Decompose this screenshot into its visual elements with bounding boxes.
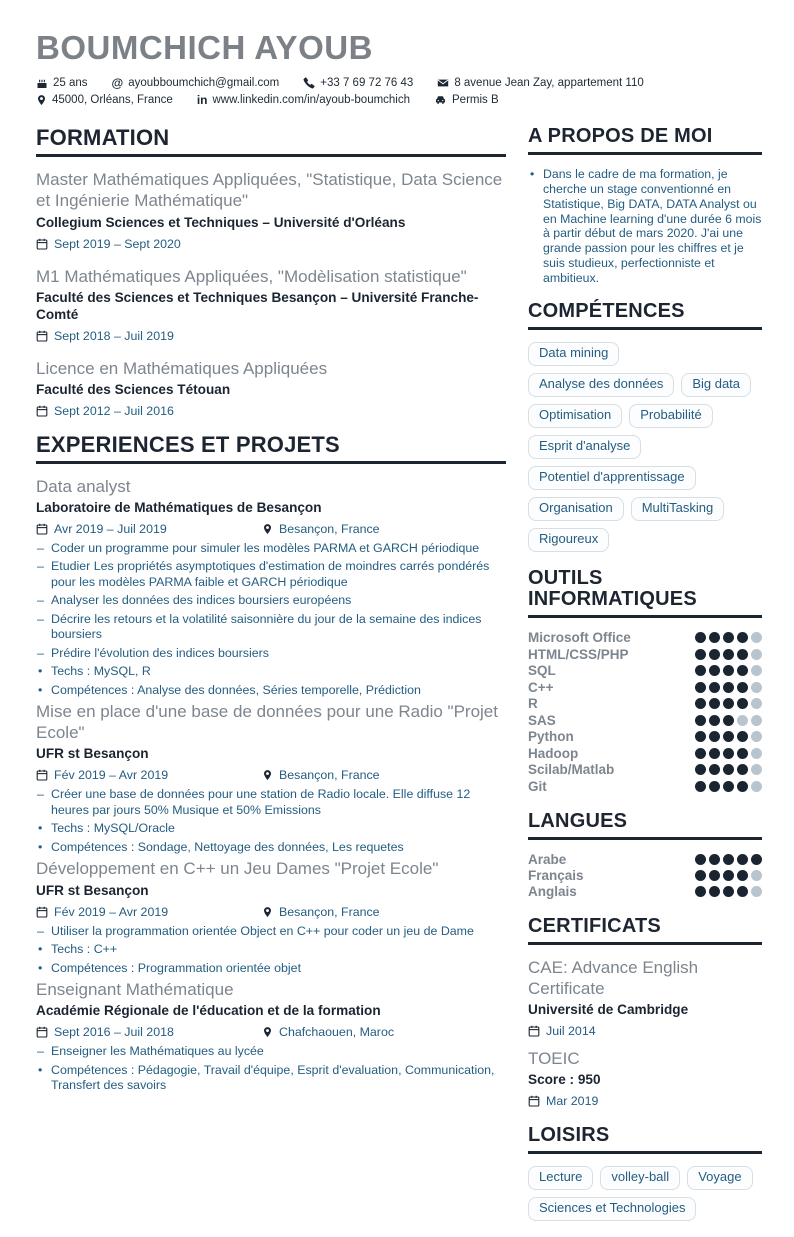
date-text: Sept 2012 – Juil 2016 [54, 403, 174, 418]
rating-dot-filled [737, 781, 748, 792]
rating-dots [695, 731, 762, 742]
organization-name: UFR st Besançon [36, 882, 149, 898]
skill-badge: Probabilité [629, 404, 712, 428]
tool-row [528, 778, 762, 795]
section-certificats [528, 916, 762, 1109]
date-text: Fév 2019 – Avr 2019 [54, 768, 169, 783]
rating-dot-filled [723, 748, 734, 759]
email-item [112, 77, 280, 89]
rating-dot-filled [709, 748, 720, 759]
bullet-list [36, 787, 506, 855]
date-text: Sept 2018 – Juil 2019 [54, 328, 174, 343]
contact-info [36, 77, 762, 106]
rating-dots [695, 715, 762, 726]
certificate-item [528, 957, 762, 1039]
tool-name: Scilab/Matlab [528, 762, 615, 778]
rating-dot-empty [751, 781, 762, 792]
contact-row-1 [36, 77, 762, 89]
school-name: Faculté des Sciences Tétouan [36, 381, 231, 397]
rating-dot-filled [737, 731, 748, 742]
calendar-icon [528, 1025, 540, 1037]
rating-dot-filled [709, 665, 720, 676]
date-text: Fév 2019 – Avr 2019 [54, 904, 169, 919]
car-icon [434, 94, 447, 106]
bullet-item: – Prédire l'évolution des indices boursiers [36, 646, 506, 662]
location [262, 1025, 394, 1039]
organization-name: Laboratoire de Mathématiques de Besançon [36, 499, 322, 515]
rating-dot-filled [709, 682, 720, 693]
location-pin-icon [262, 523, 273, 535]
rating-dot-filled [723, 649, 734, 660]
tool-row [528, 646, 762, 663]
rating-dot-empty [751, 715, 762, 726]
experience-meta [36, 1024, 506, 1040]
hobby-badge: Voyage [687, 1166, 752, 1190]
calendar-icon [36, 238, 48, 250]
rating-dot-filled [695, 886, 706, 897]
right-column [528, 126, 762, 1236]
tool-name: SAS [528, 712, 556, 728]
date-range [528, 1094, 598, 1108]
rating-dots [695, 870, 762, 881]
rating-dot-filled [723, 665, 734, 676]
langues-title: LANGUES [528, 811, 762, 840]
location-text: Chafchaouen, Maroc [279, 1025, 395, 1040]
age-item [36, 77, 88, 89]
experience-meta [36, 521, 506, 537]
date-text: Sept 2016 – Juil 2018 [54, 1025, 174, 1040]
email-text[interactable]: ayoubboumchich@gmail.com [128, 77, 280, 90]
rating-dot-empty [737, 715, 748, 726]
skill-badge: Optimisation [528, 404, 622, 428]
rating-dot-filled [723, 715, 734, 726]
skill-badge: Potentiel d'apprentissage [528, 466, 696, 490]
skill-badge: MultiTasking [631, 497, 725, 521]
rating-dots [695, 886, 762, 897]
section-experiences [36, 433, 506, 1094]
language-name: Arabe [528, 852, 567, 868]
competences-title: COMPÉTENCES [528, 301, 762, 330]
rating-dot-filled [695, 632, 706, 643]
rating-dots [695, 854, 762, 865]
experience-item [36, 476, 506, 699]
certificate-issuer: Université de Cambridge [528, 1001, 689, 1017]
calendar-icon [36, 1026, 48, 1038]
rating-dot-empty [751, 682, 762, 693]
rating-dot-empty [751, 748, 762, 759]
tool-name: C++ [528, 679, 554, 695]
calendar-icon [36, 769, 48, 781]
rating-dot-filled [751, 854, 762, 865]
education-item [36, 169, 506, 251]
bullet-item: • Techs : C++ [36, 942, 506, 958]
linkedin-item [197, 94, 410, 106]
role-title: Enseignant Mathématique [36, 980, 234, 999]
section-loisirs [528, 1125, 762, 1221]
formation-title: FORMATION [36, 126, 506, 157]
rating-dot-filled [737, 698, 748, 709]
rating-dot-filled [737, 632, 748, 643]
experience-meta [36, 904, 506, 920]
rating-dot-filled [695, 731, 706, 742]
address-text: 8 avenue Jean Zay, appartement 110 [454, 77, 644, 90]
date-range [36, 329, 174, 343]
linkedin-text[interactable]: www.linkedin.com/in/ayoub-boumchich [212, 94, 411, 107]
rating-dot-filled [737, 665, 748, 676]
certificate-score: Score : 950 [528, 1071, 601, 1087]
tool-name: SQL [528, 663, 556, 679]
education-meta [36, 236, 506, 252]
rating-dot-empty [751, 698, 762, 709]
bullet-item: – Analyser les données des indices boursiers européens [36, 593, 506, 609]
loisirs-badges [528, 1166, 762, 1221]
bullet-list [36, 1044, 506, 1094]
bullet-item: – Utiliser la programmation orientée Object en C++ pour coder un jeu de Dame [36, 924, 506, 940]
header [36, 30, 762, 106]
bullet-item: • Compétences : Analyse des données, Séries temporelle, Prédiction [36, 683, 506, 699]
rating-dot-filled [723, 682, 734, 693]
left-column [36, 126, 506, 1236]
rating-dot-empty [751, 886, 762, 897]
bullet-item: • Compétences : Pédagogie, Travail d'équipe, Esprit d'evaluation, Communication, Transfert des savoirs [36, 1063, 506, 1094]
degree-title: Licence en Mathématiques Appliquées [36, 358, 328, 378]
rating-dot-filled [723, 731, 734, 742]
certificate-meta [528, 1023, 762, 1039]
date-range [36, 404, 174, 418]
license-item [434, 94, 499, 106]
rating-dot-filled [695, 870, 706, 881]
organization-name: Académie Régionale de l'éducation et de la formation [36, 1003, 381, 1019]
rating-dot-filled [709, 854, 720, 865]
location-pin-icon [262, 769, 273, 781]
about-title: A PROPOS DE MOI [528, 126, 762, 155]
phone-icon [303, 77, 315, 89]
rating-dot-filled [695, 715, 706, 726]
education-item [36, 358, 506, 419]
rating-dot-filled [723, 764, 734, 775]
experience-meta [36, 767, 506, 783]
calendar-icon [36, 405, 48, 417]
calendar-icon [528, 1095, 540, 1107]
tool-name: Python [528, 729, 574, 745]
bullet-list [36, 541, 506, 699]
school-name: Collegium Sciences et Techniques – Université d'Orléans [36, 214, 406, 230]
rating-dot-empty [751, 649, 762, 660]
rating-dot-filled [737, 854, 748, 865]
at-icon: @ [111, 76, 124, 91]
tool-row [528, 712, 762, 729]
date-range [36, 522, 262, 536]
license-text: Permis B [452, 94, 499, 107]
rating-dot-filled [695, 682, 706, 693]
rating-dot-filled [723, 886, 734, 897]
bullet-item: – Créer une base de données pour une station de Radio locale. Elle diffuse 12 heures par jours 50% Musique et 50% Emissions [36, 787, 506, 818]
experience-item [36, 701, 506, 855]
location-pin-icon [262, 906, 273, 918]
envelope-icon [437, 77, 449, 89]
address-item [437, 77, 643, 89]
location-pin-icon [262, 1026, 273, 1038]
rating-dots [695, 632, 762, 643]
tool-row [528, 630, 762, 647]
experience-item [36, 979, 506, 1094]
school-name: Faculté des Sciences et Techniques Besançon – Université Franche-Comté [36, 289, 479, 322]
organization-name: UFR st Besançon [36, 746, 149, 762]
rating-dot-filled [695, 748, 706, 759]
rating-dot-empty [751, 870, 762, 881]
city-item [36, 94, 173, 106]
rating-dot-filled [709, 886, 720, 897]
skill-badge: Esprit d'analyse [528, 435, 641, 459]
rating-dot-empty [751, 731, 762, 742]
certificats-title: CERTIFICATS [528, 916, 762, 945]
location-text: Besançon, France [279, 521, 380, 536]
tool-name: HTML/CSS/PHP [528, 646, 629, 662]
degree-title: M1 Mathématiques Appliquées, "Modèlisation statistique" [36, 266, 467, 286]
hobby-badge: Sciences et Technologies [528, 1197, 696, 1221]
rating-dots [695, 665, 762, 676]
skill-badge: Organisation [528, 497, 624, 521]
age-text: 25 ans [53, 77, 88, 90]
rating-dot-filled [709, 781, 720, 792]
rating-dot-filled [695, 764, 706, 775]
rating-dot-filled [695, 698, 706, 709]
rating-dot-filled [737, 748, 748, 759]
bullet-item: – Décrire les retours et la volatilité saisonnière du jour de la semaine des indices boursiers [36, 612, 506, 643]
bullet-item: – Enseigner les Mathématiques au lycée [36, 1044, 506, 1060]
date-text: Juil 2014 [546, 1023, 596, 1038]
tool-row [528, 679, 762, 696]
rating-dot-filled [709, 715, 720, 726]
experiences-title: EXPERIENCES ET PROJETS [36, 433, 506, 464]
date-text: Avr 2019 – Juil 2019 [54, 521, 167, 536]
rating-dots [695, 764, 762, 775]
date-text: Sept 2019 – Sept 2020 [54, 236, 181, 251]
location [262, 522, 380, 536]
person-name: BOUMCHICH AYOUB [36, 29, 373, 66]
tool-row [528, 745, 762, 762]
certificate-meta [528, 1093, 762, 1109]
rating-dot-empty [751, 764, 762, 775]
language-name: Anglais [528, 884, 577, 900]
languages-list [528, 852, 762, 900]
language-name: Français [528, 868, 584, 884]
education-meta [36, 403, 506, 419]
loisirs-title: LOISIRS [528, 1125, 762, 1154]
bullet-list [36, 924, 506, 977]
main-content [36, 126, 762, 1236]
calendar-icon [36, 906, 48, 918]
rating-dot-filled [737, 764, 748, 775]
rating-dot-filled [723, 698, 734, 709]
language-row [528, 852, 762, 868]
rating-dot-empty [751, 632, 762, 643]
bullet-item: – Etudier Les propriétés asymptotiques d'estimation de moindres carrés pondérés pour les modèles PARMA faible et GARCH périodique [36, 559, 506, 590]
rating-dot-filled [709, 649, 720, 660]
outils-title: OUTILS INFORMATIQUES [528, 568, 762, 618]
section-about [528, 126, 762, 285]
bullet-item: • Techs : MySQL, R [36, 664, 506, 680]
location-text: Besançon, France [279, 768, 380, 783]
calendar-icon [36, 330, 48, 342]
section-formation [36, 126, 506, 418]
rating-dot-empty [751, 665, 762, 676]
location-text: Besançon, France [279, 904, 380, 919]
rating-dot-filled [737, 682, 748, 693]
language-row [528, 884, 762, 900]
rating-dot-filled [695, 854, 706, 865]
tool-row [528, 696, 762, 713]
rating-dots [695, 781, 762, 792]
skill-badge: Big data [681, 373, 751, 397]
tool-row [528, 729, 762, 746]
phone-item [303, 77, 413, 89]
degree-title: Master Mathématiques Appliquées, "Statistique, Data Science et Ingénierie Mathématique" [36, 170, 503, 211]
date-range [36, 768, 262, 782]
role-title: Développement en C++ un Jeu Dames "Projet Ecole" [36, 859, 439, 879]
rating-dot-filled [709, 698, 720, 709]
certificate-name: TOEIC [528, 1048, 580, 1068]
linkedin-icon: in [196, 93, 208, 108]
date-range [36, 237, 181, 251]
rating-dot-filled [695, 649, 706, 660]
experience-item [36, 858, 506, 976]
education-item [36, 266, 506, 344]
bullet-item: • Compétences : Sondage, Nettoyage des données, Les requetes [36, 840, 506, 856]
phone-text: +33 7 69 72 76 43 [320, 77, 414, 90]
location [262, 768, 380, 782]
rating-dot-filled [723, 870, 734, 881]
tool-name: Microsoft Office [528, 630, 631, 646]
certificate-name: CAE: Advance English Certificate [528, 957, 699, 998]
date-range [36, 1025, 262, 1039]
bullet-item: • Techs : MySQL/Oracle [36, 821, 506, 837]
rating-dot-filled [723, 781, 734, 792]
about-list [528, 167, 762, 285]
tool-row [528, 663, 762, 680]
tool-name: Git [528, 778, 547, 794]
tool-row [528, 762, 762, 779]
contact-row-2 [36, 94, 762, 106]
date-text: Mar 2019 [546, 1093, 599, 1108]
certificate-item [528, 1048, 762, 1109]
rating-dots [695, 748, 762, 759]
rating-dot-filled [709, 731, 720, 742]
location [262, 905, 380, 919]
competences-badges [528, 342, 762, 551]
rating-dots [695, 698, 762, 709]
rating-dot-filled [737, 649, 748, 660]
rating-dot-filled [709, 870, 720, 881]
rating-dot-filled [737, 870, 748, 881]
bullet-item: • Compétences : Programmation orientée objet [36, 961, 506, 977]
section-outils [528, 568, 762, 795]
date-range [528, 1024, 596, 1038]
date-range [36, 905, 262, 919]
skill-badge: Analyse des données [528, 373, 674, 397]
hobby-badge: Lecture [528, 1166, 593, 1190]
about-text: • Dans le cadre de ma formation, je cherche un stage conventionné en Statistique, Big DATA, DATA Analyst ou en Machine learning d'une durée 6 mois à partir début de mars 2020. J'ai une grande passion pour les chiffres et je suis studieux, perfectionniste et ambitieux. [528, 167, 762, 285]
skill-badge: Data mining [528, 342, 619, 366]
bullet-item: – Coder un programme pour simuler les modèles PARMA et GARCH périodique [36, 541, 506, 557]
rating-dot-filled [695, 781, 706, 792]
birthday-icon [36, 77, 48, 89]
tool-name: Hadoop [528, 745, 579, 761]
tools-list [528, 630, 762, 795]
rating-dot-filled [709, 632, 720, 643]
rating-dot-filled [709, 764, 720, 775]
section-competences [528, 301, 762, 551]
section-langues [528, 811, 762, 900]
rating-dot-filled [723, 632, 734, 643]
pin-icon [36, 94, 47, 106]
tool-name: R [528, 696, 538, 712]
rating-dot-filled [695, 665, 706, 676]
role-title: Mise en place d'une base de données pour une Radio "Projet Ecole" [36, 702, 498, 743]
skill-badge: Rigoureux [528, 528, 609, 552]
rating-dots [695, 682, 762, 693]
role-title: Data analyst [36, 476, 131, 496]
city-text: 45000, Orléans, France [52, 94, 173, 107]
hobby-badge: volley-ball [600, 1166, 680, 1190]
rating-dots [695, 649, 762, 660]
language-row [528, 868, 762, 884]
rating-dot-filled [737, 886, 748, 897]
rating-dot-filled [723, 854, 734, 865]
calendar-icon [36, 523, 48, 535]
education-meta [36, 328, 506, 344]
